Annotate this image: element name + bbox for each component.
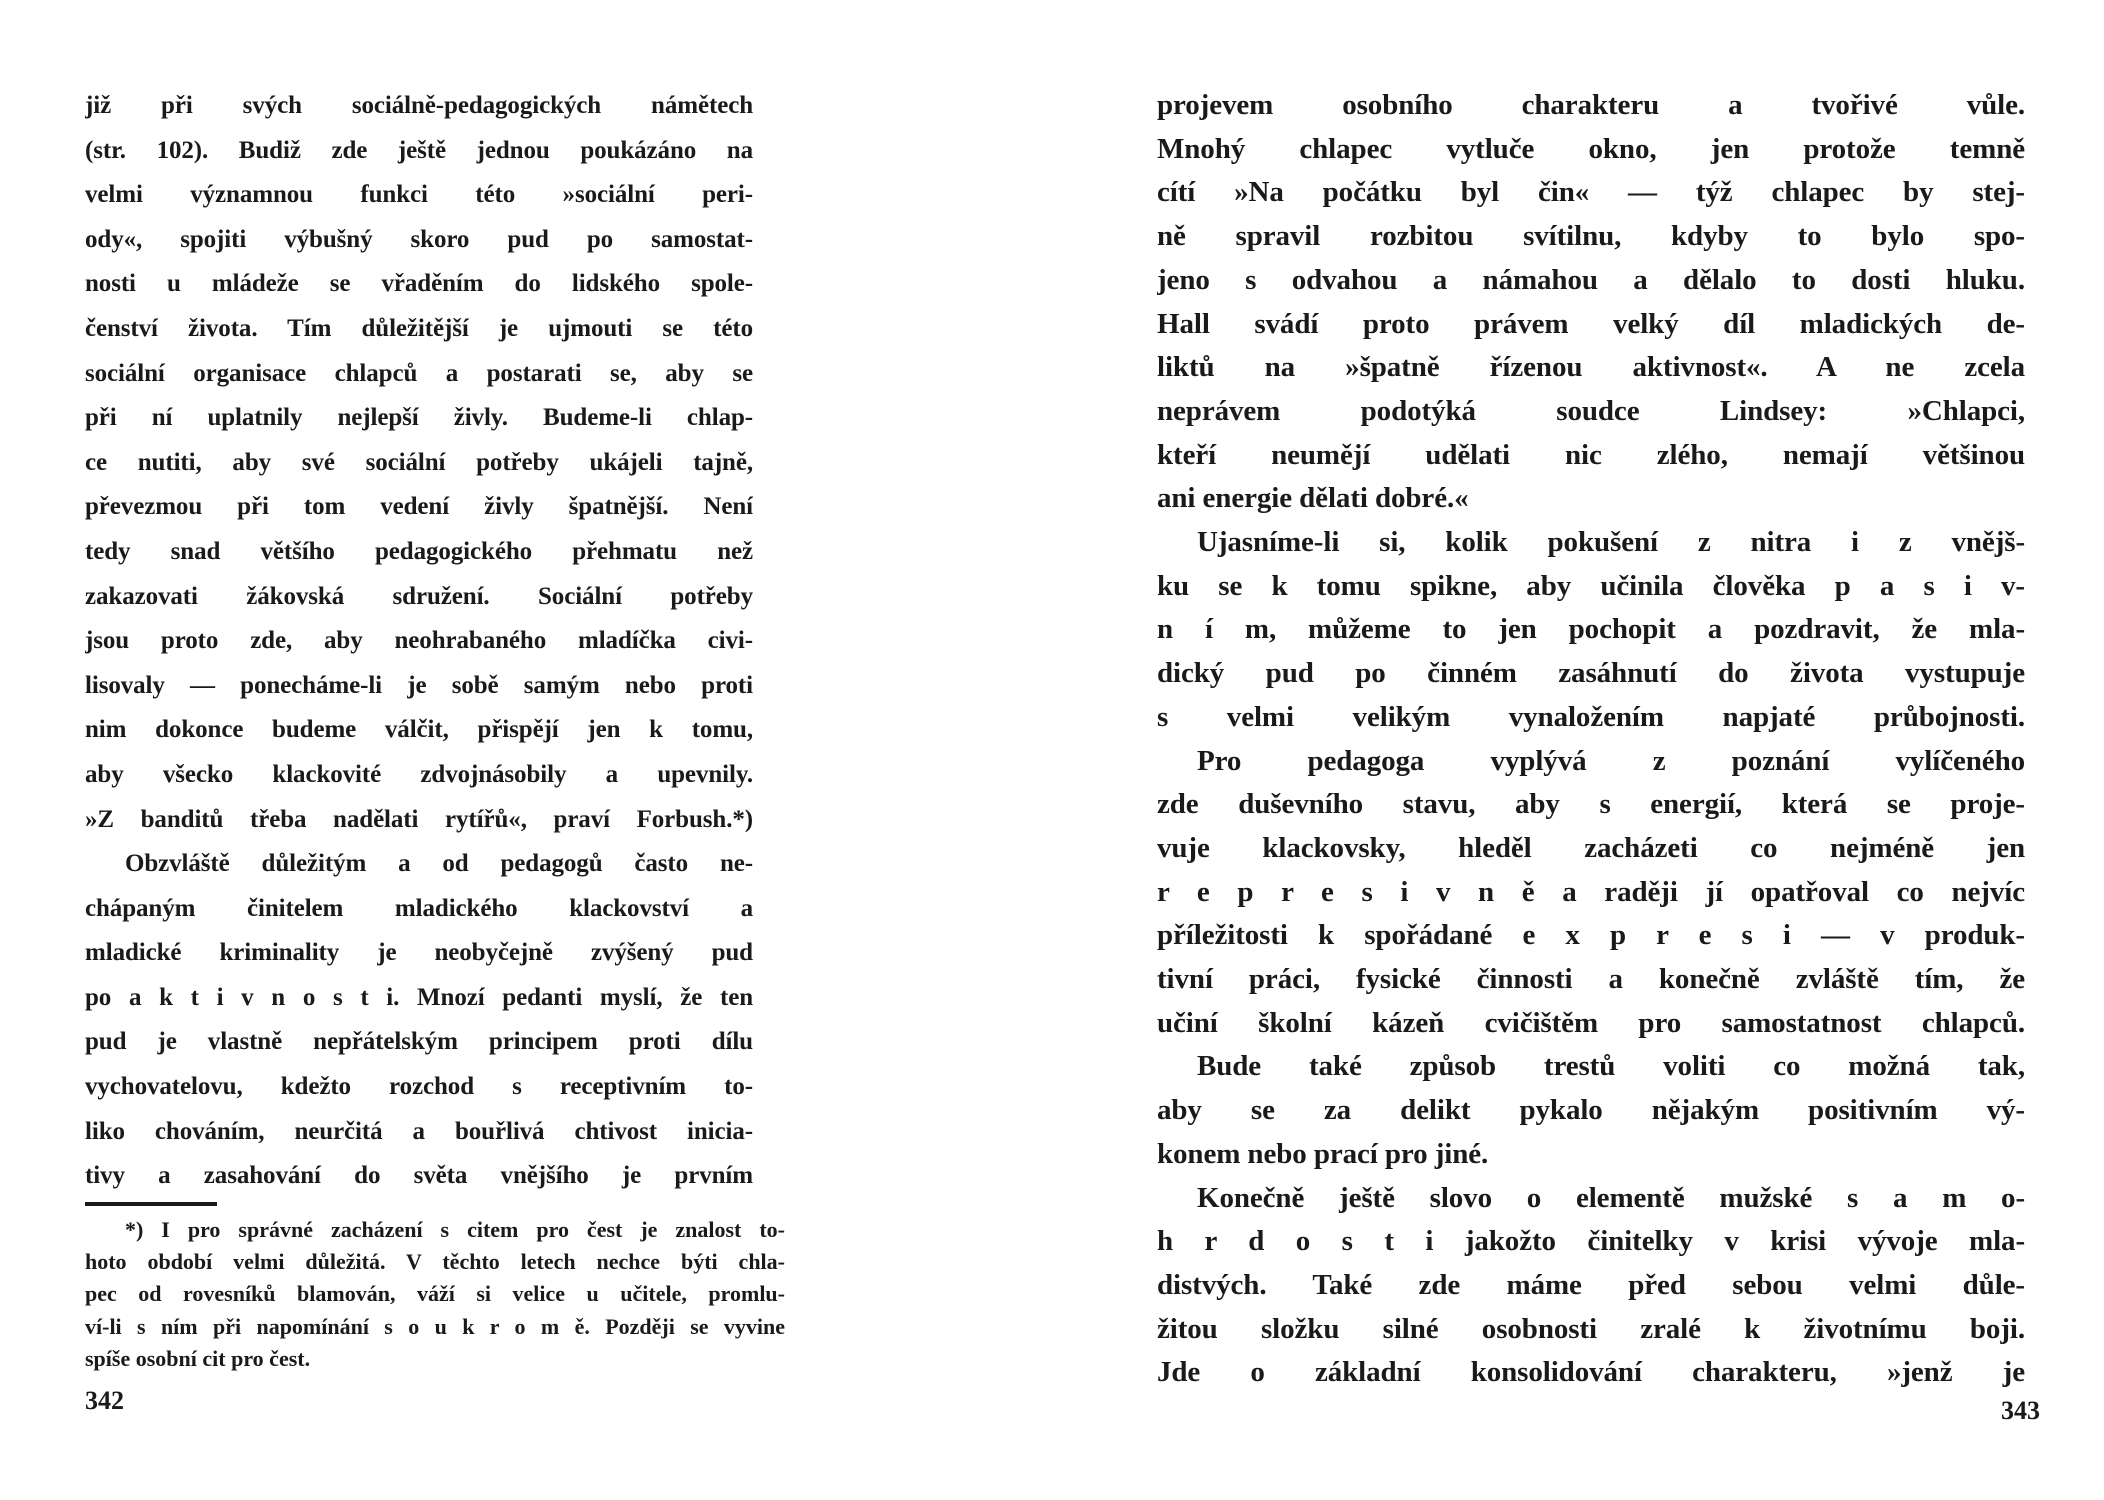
- text-line: ví-li s ním při napomínání s o u k r o m ě. Později se vyvine: [85, 1313, 785, 1339]
- text-line: nim dokonce budeme válčit, přispějí jen k tomu,: [85, 716, 753, 744]
- text-line: n í m, můžeme to jen pochopit a pozdravit, že mla-: [1157, 613, 2025, 646]
- text-line: spíše osobní cit pro čest.: [85, 1345, 311, 1371]
- text-line: vychovatelovu, kdežto rozchod s receptivním to-: [85, 1073, 753, 1101]
- text-line: jeno s odvahou a námahou a dělalo to dosti hluku.: [1157, 263, 2025, 296]
- text-line: Konečně ještě slovo o elementě mužské s a m o-: [1197, 1181, 2025, 1214]
- text-line: Mnohý chlapec vytluče okno, jen protože temně: [1157, 132, 2025, 165]
- text-line: ody«, spojiti výbušný skoro pud po samostat-: [85, 225, 753, 253]
- text-line: Bude také způsob trestů voliti co možná tak,: [1197, 1050, 2025, 1083]
- text-line: sociální organisace chlapců a postarati se, aby se: [85, 359, 753, 387]
- text-line: pec od rovesníků blamován, váží si velice u učitele, promlu-: [85, 1281, 785, 1307]
- text-line: ně spravil rozbitou svítilnu, kdyby to bylo spo-: [1157, 220, 2025, 253]
- text-line: distvých. Také zde máme před sebou velmi důle-: [1157, 1268, 2025, 1301]
- paragraph: [1157, 1177, 2025, 1396]
- text-line: aby všecko klackovité zdvojnásobily a upevnily.: [85, 760, 753, 788]
- paragraph: [1157, 521, 2025, 740]
- text-line: zde duševního stavu, aby s energií, která se proje-: [1157, 788, 2025, 821]
- text-line: Jde o základní konsolidování charakteru, »jenž je: [1157, 1356, 2025, 1389]
- text-line: aby se za delikt pykalo nějakým positivním vý-: [1157, 1094, 2025, 1127]
- text-line: příležitosti k spořádané e x p r e s i — v produk-: [1157, 919, 2025, 952]
- text-line: vuje klackovsky, hleděl zacházeti co nejméně jen: [1157, 831, 2025, 864]
- text-line: Obzvláště důležitým a od pedagogů často ne-: [125, 850, 753, 878]
- text-line: liktů na »špatně řízenou aktivnost«. A ne zcela: [1157, 351, 2025, 384]
- text-line: pud je vlastně nepřátelským principem proti dílu: [85, 1028, 753, 1056]
- text-line: Pro pedagoga vyplývá z poznání vylíčeného: [1197, 744, 2025, 777]
- paragraph: [1157, 740, 2025, 1046]
- text-line: cítí »Na počátku byl čin« — týž chlapec by stej-: [1157, 176, 2025, 209]
- text-line: *) I pro správné zacházení s citem pro čest je znalost to-: [125, 1217, 785, 1242]
- text-line: ku se k tomu spikne, aby učinila člověka p a s i v-: [1157, 569, 2025, 602]
- text-line: převezmou při tom vedení živly špatnější. Není: [85, 493, 753, 521]
- text-line: Ujasníme-li si, kolik pokušení z nitra i z vnějš-: [1197, 526, 2025, 559]
- page-number-right: 343: [2001, 1396, 2040, 1425]
- text-line: učiní školní kázeň cvičištěm pro samostatnost chlapců.: [1157, 1006, 2025, 1039]
- text-line: tedy snad většího pedagogického přehmatu než: [85, 537, 753, 565]
- text-line: při ní uplatnily nejlepší živly. Budeme-li chlap-: [85, 404, 753, 432]
- paragraph: [1157, 1045, 2025, 1176]
- text-line: hoto období velmi důležitá. V těchto letech nechce býti chla-: [85, 1249, 785, 1275]
- text-line: čenství života. Tím důležitější je ujmouti se této: [85, 314, 753, 342]
- page-number-left: 342: [85, 1386, 124, 1415]
- text-line: neprávem podotýká soudce Lindsey: »Chlapci,: [1157, 394, 2025, 427]
- text-line: lisovaly — ponecháme-li je sobě samým nebo proti: [85, 671, 753, 699]
- text-line: velmi významnou funkci této »sociální peri-: [85, 181, 753, 209]
- text-line: konem nebo prací pro jiné.: [1157, 1137, 1489, 1170]
- text-line: ce nutiti, aby své sociální potřeby ukájeli tajně,: [85, 448, 753, 476]
- text-line: již při svých sociálně-pedagogických námětech: [85, 92, 753, 119]
- text-line: projevem osobního charakteru a tvořivé vůle.: [1157, 89, 2025, 121]
- paragraph: [1157, 84, 2025, 521]
- text-line: liko chováním, neurčitá a bouřlivá chtivost inicia-: [85, 1117, 753, 1145]
- text-line: s velmi velikým vynaložením napjaté průbojnosti.: [1157, 700, 2025, 733]
- text-line: r e p r e s i v n ě a raději jí opatřoval co nejvíc: [1157, 875, 2025, 908]
- text-line: chápaným činitelem mladického klackovství a: [85, 894, 753, 922]
- text-line: Hall svádí proto právem velký díl mladických de-: [1157, 307, 2025, 340]
- text-line: ani energie dělati dobré.«: [1157, 482, 1469, 515]
- text-line: tivy a zasahování do světa vnějšího je prvním: [85, 1162, 753, 1190]
- text-line: po a k t i v n o s t i. Mnozí pedanti myslí, že ten: [85, 983, 753, 1011]
- text-line: jsou proto zde, aby neohrabaného mladíčka civi-: [85, 627, 753, 655]
- text-line: kteří neumějí udělati nic zlého, nemají většinou: [1157, 438, 2025, 471]
- text-line: »Z banditů třeba nadělati rytířů«, praví Forbush.*): [85, 805, 753, 833]
- text-line: nosti u mládeže se vřaděním do lidského spole-: [85, 270, 753, 298]
- text-line: dický pud po činném zasáhnutí do života vystupuje: [1157, 657, 2025, 690]
- text-line: (str. 102). Budiž zde ještě jednou poukázáno na: [85, 136, 753, 164]
- text-line: žitou složku silné osobnosti zralé k životnímu boji.: [1157, 1312, 2025, 1345]
- text-line: zakazovati žákovská sdružení. Sociální potřeby: [85, 582, 753, 610]
- text-line: mladické kriminality je neobyčejně zvýšený pud: [85, 939, 753, 967]
- right-page-body-text: [1157, 84, 2025, 1395]
- text-line: tivní práci, fysické činnosti a konečně zvláště tím, že: [1157, 963, 2025, 996]
- text-line: h r d o s t i jakožto činitelky v krisi vývoje mla-: [1157, 1225, 2025, 1258]
